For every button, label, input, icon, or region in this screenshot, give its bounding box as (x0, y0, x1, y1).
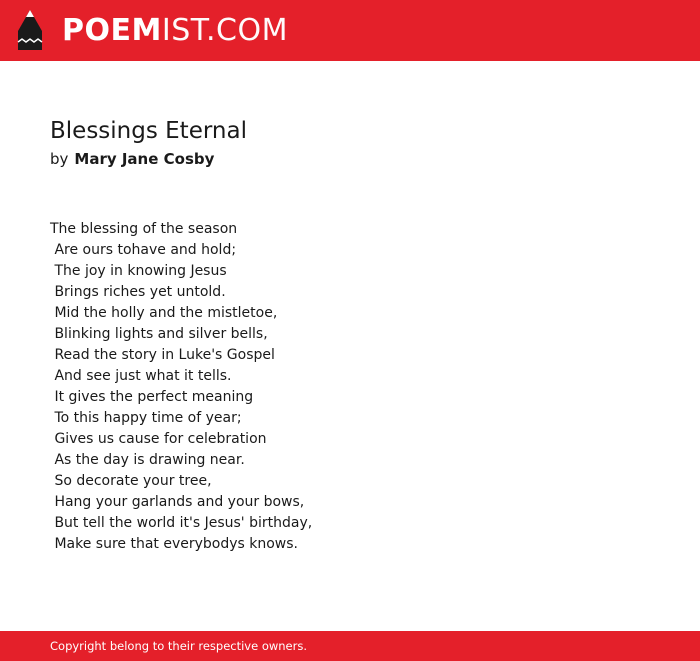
poem-line: Blinking lights and silver bells, (50, 326, 268, 342)
poem-line: To this happy time of year; (50, 410, 242, 426)
author-name: Mary Jane Cosby (74, 150, 215, 168)
poem-line: So decorate your tree, (50, 473, 212, 489)
poem-line: Gives us cause for celebration (50, 431, 267, 447)
poem-line: The joy in knowing Jesus (50, 263, 227, 279)
poem-line: Read the story in Luke's Gospel (50, 347, 275, 363)
poem-line: The blessing of the season (50, 221, 238, 237)
poem-line: Brings riches yet untold. (50, 284, 226, 300)
by-label: by (50, 150, 69, 168)
site-footer (0, 631, 700, 661)
site-header (0, 0, 700, 61)
poem-line: Are ours tohave and hold; (50, 242, 237, 258)
site-logo[interactable] (62, 14, 288, 48)
poem-line: As the day is drawing near. (50, 452, 245, 468)
logo-light-part: IST.COM (161, 13, 288, 48)
poem-line: Mid the holly and the mistletoe, (50, 305, 278, 321)
poem-line: Hang your garlands and your bows, (50, 494, 305, 510)
poem-line: But tell the world it's Jesus' birthday, (50, 515, 313, 531)
pencil-icon (17, 9, 43, 51)
poem-line: It gives the perfect meaning (50, 389, 254, 405)
logo-bold-part: POEM (62, 13, 162, 48)
poem-line: And see just what it tells. (50, 368, 232, 384)
copyright-text: Copyright belong to their respective owners. (50, 639, 308, 653)
byline (50, 149, 214, 169)
poem-line: Make sure that everybodys knows. (50, 536, 299, 552)
poem-title: Blessings Eternal (50, 118, 247, 144)
poem-body (50, 219, 650, 555)
